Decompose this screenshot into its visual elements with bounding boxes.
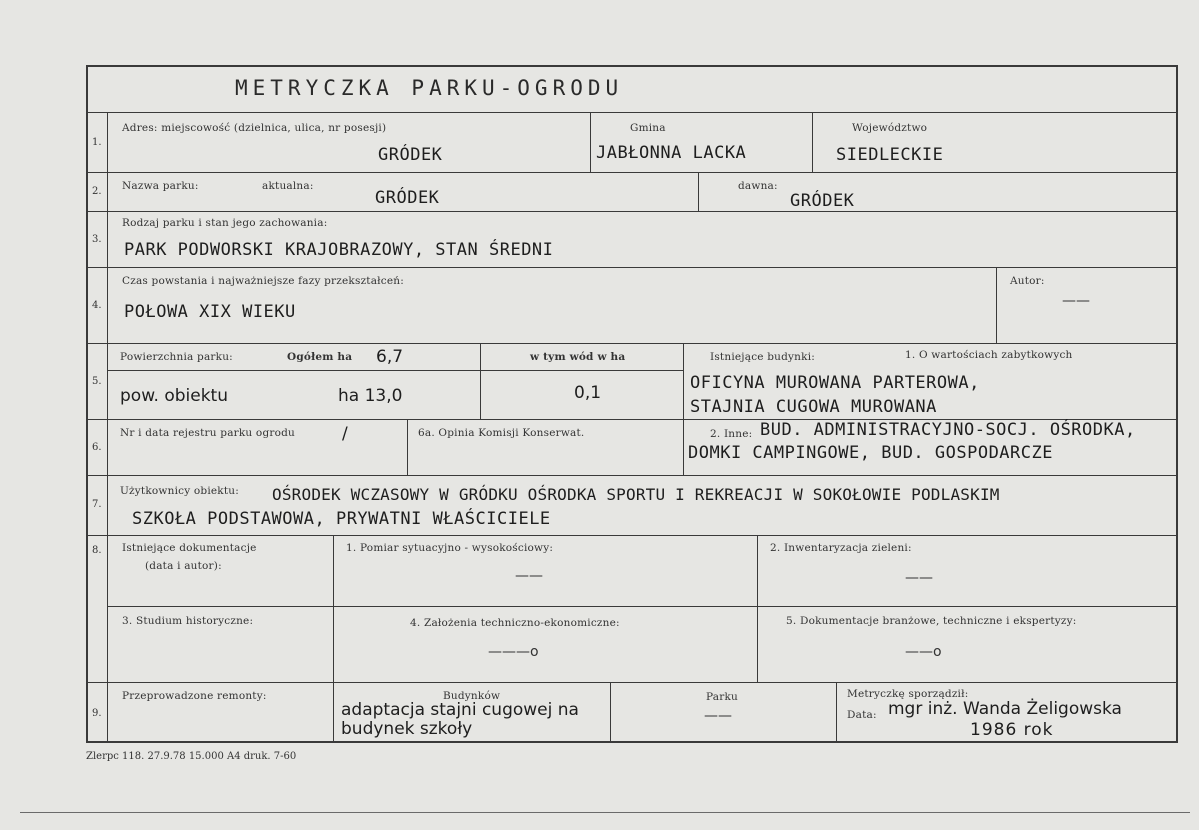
buildings-label: Istniejące budynki: bbox=[710, 351, 815, 363]
register-label: Nr i data rejestru parku ogrodu bbox=[120, 427, 295, 439]
author-label: Autor: bbox=[1010, 275, 1045, 287]
form-title: METRYCZKA PARKU-OGRODU bbox=[235, 76, 624, 100]
address-value: GRÓDEK bbox=[378, 145, 443, 165]
row-divider bbox=[88, 267, 1177, 268]
row-divider bbox=[88, 112, 1177, 113]
park-name-label: Nazwa parku: bbox=[122, 180, 199, 192]
col-divider bbox=[996, 267, 997, 343]
row-number: 9. bbox=[92, 708, 102, 719]
prepared-by-value: mgr inż. Wanda Żeligowska bbox=[888, 699, 1122, 719]
col-divider bbox=[836, 682, 837, 743]
repairs-park-label: Parku bbox=[706, 691, 738, 703]
row-divider bbox=[88, 211, 1177, 212]
form-frame bbox=[86, 65, 1178, 743]
former-name-value: GRÓDEK bbox=[790, 191, 855, 211]
repairs-buildings-line-2: budynek szkoły bbox=[341, 719, 473, 739]
repairs-park-value: —— bbox=[704, 708, 732, 724]
voivodeship-label: Województwo bbox=[852, 122, 928, 134]
water-area-value: 0,1 bbox=[574, 383, 602, 403]
other-buildings-line-1: BUD. ADMINISTRACYJNO-SOCJ. OŚRODKA, bbox=[760, 420, 1136, 440]
branch-docs-value: ——o bbox=[905, 644, 942, 660]
heritage-buildings-line-1: OFICYNA MUROWANA PARTEROWA, bbox=[690, 373, 980, 393]
greenery-inventory-value: —— bbox=[905, 570, 933, 586]
survey-label: 1. Pomiar sytuacyjno - wysokościowy: bbox=[346, 542, 554, 554]
row-number: 4. bbox=[92, 300, 102, 311]
total-area-value: 6,7 bbox=[376, 347, 404, 367]
row-5-subdivider bbox=[107, 370, 683, 371]
other-buildings-label: 2. Inne: bbox=[710, 428, 753, 440]
row-divider bbox=[107, 606, 1177, 607]
repairs-buildings-line-1: adaptacja stajni cugowej na bbox=[341, 700, 579, 720]
current-name-value: GRÓDEK bbox=[375, 188, 440, 208]
water-area-label: w tym wód w ha bbox=[530, 351, 626, 363]
col-divider bbox=[590, 112, 591, 172]
object-area-value: ha 13,0 bbox=[338, 386, 403, 406]
users-line-1: OŚRODEK WCZASOWY W GRÓDKU OŚRODKA SPORTU I REKREACJI W SOKOŁOWIE PODLASKIM bbox=[272, 485, 1000, 504]
prepared-by-label: Metryczkę sporządził: bbox=[847, 688, 969, 700]
row-divider bbox=[88, 682, 1177, 683]
users-label: Użytkownicy obiektu: bbox=[120, 485, 239, 497]
tech-assumptions-label: 4. Założenia techniczno-ekonomiczne: bbox=[410, 617, 620, 629]
survey-value: —— bbox=[515, 568, 543, 584]
address-label: Adres: miejscowość (dzielnica, ulica, nr posesji) bbox=[122, 122, 387, 134]
gmina-label: Gmina bbox=[630, 122, 666, 134]
print-footer: Zlerpc 118. 27.9.78 15.000 A4 druk. 7-60 bbox=[86, 751, 297, 762]
col-divider bbox=[407, 419, 408, 475]
date-label: Data: bbox=[847, 709, 877, 721]
park-type-label: Rodzaj parku i stan jego zachowania: bbox=[122, 217, 328, 229]
origin-value: POŁOWA XIX WIEKU bbox=[124, 302, 296, 322]
row-number: 6. bbox=[92, 442, 102, 453]
col-divider bbox=[610, 682, 611, 743]
date-value: 1986 rok bbox=[970, 720, 1054, 740]
col-divider bbox=[683, 343, 684, 475]
col-divider bbox=[698, 172, 699, 211]
row-divider bbox=[88, 172, 1177, 173]
park-area-label: Powierzchnia parku: bbox=[120, 351, 233, 363]
heritage-buildings-label: 1. O wartościach zabytkowych bbox=[905, 349, 1073, 361]
tech-assumptions-value: ———o bbox=[488, 644, 539, 660]
gmina-value: JABŁONNA LACKA bbox=[596, 143, 747, 163]
row-number: 8. bbox=[92, 545, 102, 556]
users-line-2: SZKOŁA PODSTAWOWA, PRYWATNI WŁAŚCICIELE bbox=[132, 509, 551, 529]
author-value: —— bbox=[1062, 293, 1090, 309]
col-divider bbox=[757, 535, 758, 682]
greenery-inventory-label: 2. Inwentaryzacja zieleni: bbox=[770, 542, 912, 554]
heritage-buildings-line-2: STAJNIA CUGOWA MUROWANA bbox=[690, 397, 937, 417]
existing-docs-sublabel: (data i autor): bbox=[145, 560, 222, 572]
voivodeship-value: SIEDLECKIE bbox=[836, 145, 944, 165]
row-divider bbox=[88, 475, 1177, 476]
total-area-label: Ogółem ha bbox=[287, 351, 353, 363]
park-type-value: PARK PODWORSKI KRAJOBRAZOWY, STAN ŚREDNI bbox=[124, 240, 554, 260]
row-number: 3. bbox=[92, 234, 102, 245]
row-number: 2. bbox=[92, 186, 102, 197]
row-number: 5. bbox=[92, 376, 102, 387]
origin-label: Czas powstania i najważniejsze fazy przekształceń: bbox=[122, 275, 404, 287]
number-column-divider bbox=[107, 112, 108, 743]
current-name-label: aktualna: bbox=[262, 180, 314, 192]
branch-docs-label: 5. Dokumentacje branżowe, techniczne i ekspertyzy: bbox=[786, 615, 1077, 627]
repairs-label: Przeprowadzone remonty: bbox=[122, 690, 267, 702]
historical-study-label: 3. Studium historyczne: bbox=[122, 615, 254, 627]
col-divider bbox=[480, 343, 481, 419]
register-value: / bbox=[342, 424, 348, 444]
page-rule bbox=[20, 812, 1190, 813]
row-divider bbox=[88, 535, 1177, 536]
existing-docs-label: Istniejące dokumentacje bbox=[122, 542, 257, 554]
row-number: 1. bbox=[92, 137, 102, 148]
object-area-label: pow. obiektu bbox=[120, 386, 229, 406]
col-divider bbox=[812, 112, 813, 172]
conservator-opinion-label: 6a. Opinia Komisji Konserwat. bbox=[418, 427, 585, 439]
col-divider bbox=[333, 535, 334, 743]
row-number: 7. bbox=[92, 499, 102, 510]
row-divider bbox=[88, 343, 1177, 344]
repairs-buildings-label: Budynków bbox=[443, 690, 501, 702]
former-name-label: dawna: bbox=[738, 180, 778, 192]
other-buildings-line-2: DOMKI CAMPINGOWE, BUD. GOSPODARCZE bbox=[688, 443, 1053, 463]
